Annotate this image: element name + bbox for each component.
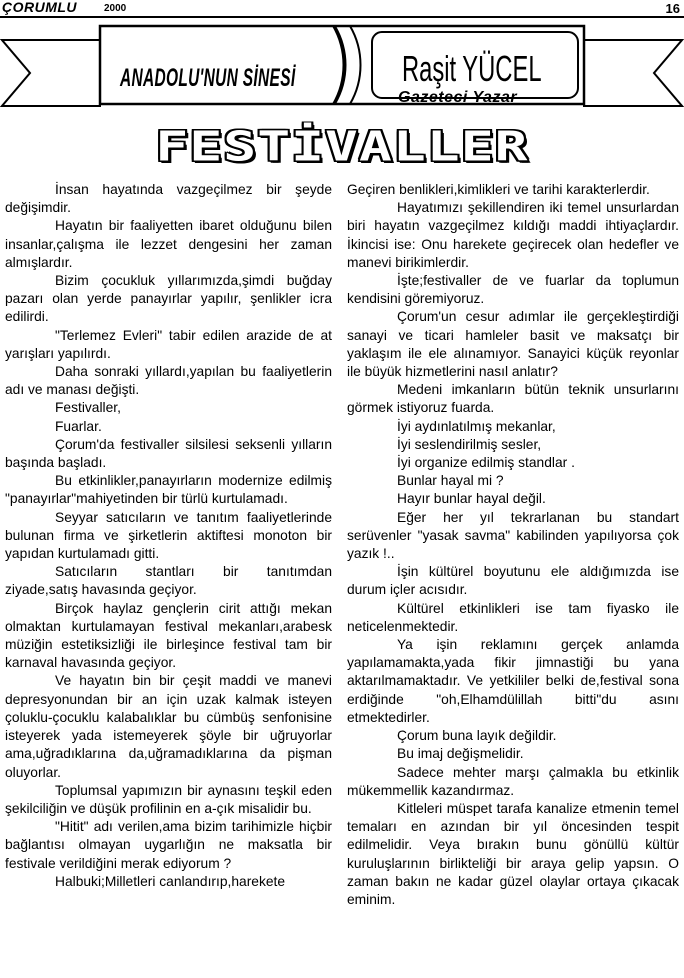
paragraph: Kitleleri müspet tarafa kanalize etmenin temel temaları en azından bir yıl öncesinden tespit edilmelidir. Veya bırakın bunu gönüllü kültür kuruluşlarının birlikteliği bir araya gelip yapsın. O zaman bakın ne kadar güzel olaylar ortaya çıkacak eminim. [347, 800, 679, 907]
paragraph: Festivaller, [55, 400, 121, 416]
newspaper-name: ÇORUMLU [2, 0, 78, 15]
paragraph: Hayatın bir faaliyetten ibaret olduğunu bilen insanlar,çalışma ile lezzet dengesini her zaman almışlardır. [5, 218, 332, 270]
paragraph: Ve hayatın bin bir çeşit maddi ve manevi depresyonundan bir an için uzak kalmak isteyen çoluklu-çocuklu kalabalıklar bu cümbüş senfonisine isteyerek yada istemeyerek şöyle bir uğruyorlar ama,uğradıklarına da,uğramadıklarına da pişman oluyorlar. [5, 673, 332, 780]
paragraph: İyi organize edilmiş standlar . [397, 455, 575, 471]
paragraph: Hayır bunlar hayal değil. [397, 491, 546, 507]
paragraph: Çorum'da festivaller silsilesi seksenli yılların başında başladı. [5, 436, 332, 471]
paragraph: İnsan hayatında vazgeçilmez bir şeyde değişimdir. [5, 182, 332, 216]
section-title: ANADOLU'NUN SİNESİ [120, 64, 296, 92]
paragraph: Ya işin reklamını gerçek anlamda yapılamamakta,yada fikir jimnastiği bu yana aktarılmamaktadır. Ve yetkililer belki de,festival sona erdiğinde "oh,Elhamdülillah bitti"du asını etmektedirler. [347, 637, 679, 725]
paragraph: "Hitit" adı verilen,ama bizim tarihimizle hiçbir bağlantısı olmayan uygarlığın ne maksatla bir festivale verildiğini merak ediyorum ? [5, 819, 332, 871]
paragraph: Bizim çocukluk yıllarımızda,şimdi buğday pazarı olan yerde panayırlar yapılır, şenlikler icra edilirdi. [5, 273, 332, 325]
paragraph: Sadece mehter marşı çalmakla bu etkinlik mükemmellik kazandırmaz. [347, 764, 679, 798]
paragraph: Çorum buna layık değildir. [397, 728, 557, 744]
paragraph: İşte;festivaller de ve fuarlar da toplumun kendisini göremiyoruz. [347, 273, 679, 307]
paragraph: Bunlar hayal mi ? [397, 473, 504, 489]
masthead [0, 0, 684, 20]
paragraph: Bu etkinlikler,panayırların modernize edilmiş "panayırlar"mahiyetinden bir türlü kurtulamadı. [5, 473, 332, 507]
paragraph: Fuarlar. [55, 418, 102, 434]
paragraph: Çorum'un cesur adımlar ile gerçekleştirdiği sanayi ve ticari hamleler basit ve maksatçı bir yaklaşım ile ele alınamıyor. Sanayici küçük reyonlar ile büyük hizmetlerini nasıl anlatır? [347, 309, 679, 380]
paragraph: İyi seslendirilmiş sesler, [397, 436, 542, 452]
paragraph: Toplumsal yapımızın bir aynasını teşkil eden şekilciliğin ve düşük profilinin en a-çık misalidir bu. [5, 782, 332, 816]
paragraph: İyi aydınlatılmış mekanlar, [397, 418, 556, 434]
paragraph: Eğer her yıl tekrarlanan bu standart serüvenler "yasak savma" kabilinden yapılıyorsa çok yazık !.. [347, 509, 679, 562]
author-name: Raşit YÜCEL [402, 48, 542, 89]
author-role: Gazeteci Yazar [398, 89, 518, 106]
paragraph: Daha sonraki yıllardı,yapılan bu faaliyetlerin adı ve manası değişti. [5, 364, 332, 398]
left-column [5, 181, 332, 891]
paragraph: Bu imaj değişmelidir. [397, 746, 524, 762]
article-headline: FESTİVALLER [155, 124, 529, 171]
paragraph: Kültürel etkinlikleri ise tam fiyasko ile neticelenmektedir. [347, 600, 679, 634]
paragraph-continuation: Geçiren benlikleri,kimlikleri ve tarihi karakterlerdir. [347, 182, 650, 197]
paragraph: "Terlemez Evleri" tabir edilen arazide de at yarışları yapılırdı. [5, 327, 332, 361]
paragraph: Birçok haylaz gençlerin cirit attığı mekan olmaktan kurtulamayan festival mekanları,arabesk müziğin estetiksizliği ile birleşince festival tam bir karnaval havasında geçiyor. [5, 600, 332, 671]
paragraph: Satıcıların stantları bir tanıtımdan ziyade,satış havasında geçiyor. [5, 564, 332, 598]
banner-frame [0, 18, 684, 114]
paragraph: Seyyar satıcıların ve tanıtım faaliyetlerinde bulunan firma ve şirketlerin aktiftesi monoton bir yapıdan kurtulamadı gitti. [5, 509, 332, 562]
column-banner [0, 18, 684, 114]
paragraph: İşin kültürel boyutunu ele aldığımızda ise durum içler acısıdır. [347, 564, 679, 598]
page-number: 16 [665, 1, 680, 16]
paragraph: Hayatımızı şekillendiren iki temel unsurlardan biri hayatın vazgeçilmez kıldığı maddi ihtiyaçlardır. İkincisi ise: Onu harekete geçirecek olan hedefler ve manevi birikimlerdir. [347, 200, 679, 270]
right-column [347, 181, 679, 909]
paragraph: Medeni imkanların bütün teknik unsurlarını görmek istiyoruz fuarda. [347, 382, 679, 416]
newspaper-year: 2000 [104, 3, 127, 14]
paragraph: Halbuki;Milletleri canlandırıp,harekete [55, 873, 286, 889]
